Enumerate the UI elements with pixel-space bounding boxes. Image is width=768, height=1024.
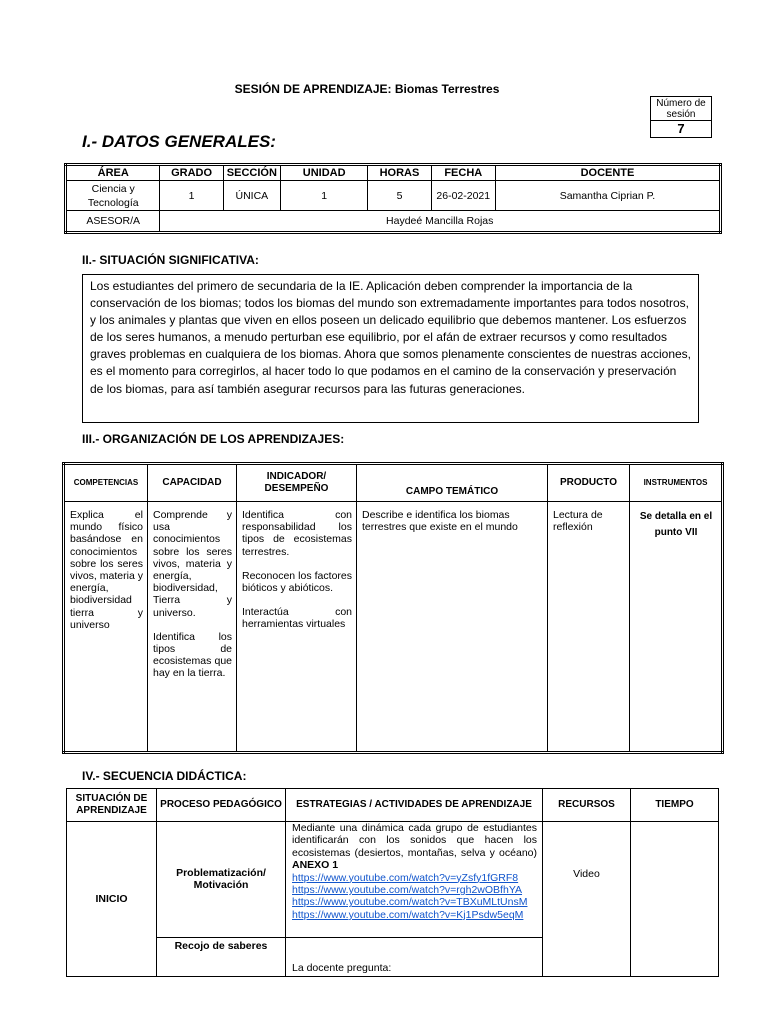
cell-actividad-recojo: La docente pregunta: [286,937,543,976]
capacidad-item: Comprende y usa conocimientos sobre los seres vivos, materia y energía, biodiversidad, Tierra y universo. [153,509,232,619]
table-header-row [66,165,721,181]
col-header-producto: PRODUCTO [548,464,630,502]
section-heading-organizacion: III.- ORGANIZACIÓN DE LOS APRENDIZAJES: [82,432,345,446]
section-heading-secuencia: IV.- SECUENCIA DIDÁCTICA: [82,769,247,783]
section-heading-situacion: II.- SITUACIÓN SIGNIFICATIVA: [82,253,259,267]
section-heading-datos-generales: I.- DATOS GENERALES: [82,132,276,151]
cell-docente: Samantha Ciprian P. [495,181,720,211]
cell-competencia: Explica el mundo físico basándose en conocimientos sobre los seres vivos, materia y energía, biodiversidad tierra y universo [64,502,148,753]
video-link[interactable]: https://www.youtube.com/watch?v=TBXuMLtUnsM [292,896,528,909]
cell-asesor-label: ASESOR/A [66,211,160,233]
indicador-item: Interactúa con herramientas virtuales [242,606,352,631]
cell-campo-tematico: Describe e identifica los biomas terrestres que existe en el mundo [357,502,548,753]
cell-area: Ciencia y Tecnología [66,181,160,211]
cell-proceso-motivacion: Problematización/ Motivación [157,822,286,938]
cell-tiempo [631,822,719,977]
video-link[interactable]: https://www.youtube.com/watch?v=Kj1Psdw5eqM [292,908,524,921]
table-row [66,181,721,211]
cell-asesor-value: Haydeé Mancilla Rojas [160,211,721,233]
col-header-seccion: SECCIÓN [223,165,280,181]
video-link[interactable]: https://www.youtube.com/watch?v=yZsfy1fGRF8 [292,871,519,884]
cell-instrumentos: Se detalla en el punto VII [630,502,723,753]
cell-proceso-recojo: Recojo de saberes [157,937,286,976]
table-header-row [67,789,719,822]
cell-actividad-motivacion [286,822,543,938]
cell-recursos: Video [543,822,631,977]
document-title: SESIÓN DE APRENDIZAJE: Biomas Terrestres [234,82,500,96]
situacion-significativa-text: Los estudiantes del primero de secundaria de la IE. Aplicación deben comprender la importancia de la conservación de los biomas; todos los biomas del mundo son extremadamente importantes para todos nosotros, y los animales y plantas que viven en ellos poseen un delicado equilibrio que debemos mantener. Los esfuerzos de los seres humanos, a menudo perturban ese equilibrio, por el afán de extraer recursos y como resultados graves problemas en cualquiera de los biomas. Ahora que somos plenamente conscientes de nuestras acciones, es el momento para corregirlos, al hacer todo lo que podamos en el camino de la conservación y preservación de los biomas, para así también asegurar recursos para las futuras generaciones. [82,274,699,423]
cell-fecha: 26-02-2021 [431,181,495,211]
session-number-value: 7 [651,120,711,137]
cell-situacion-inicio: INICIO [67,822,157,977]
col-header-campo-tematico: CAMPO TEMÁTICO [357,464,548,502]
col-header-instrumentos: INSTRUMENTOS [630,464,723,502]
table-row [67,822,719,938]
col-header-fecha: FECHA [431,165,495,181]
actividad-text: Mediante una dinámica cada grupo de estudiantes identificarán con los sonidos que hacen los ecosistemas (desiertos, montañas, selva y océano) [292,822,537,859]
datos-generales-table [64,163,722,234]
cell-capacidad [148,502,237,753]
indicador-item: Reconocen los factores bióticos y abióticos. [242,569,352,595]
capacidad-item: Identifica los tipos de ecosistemas que hay en la tierra. [153,630,232,680]
col-header-unidad: UNIDAD [280,165,367,181]
video-link[interactable]: https://www.youtube.com/watch?v=rgh2wOBfhYA [292,884,523,897]
table-row [64,502,723,753]
cell-unidad: 1 [280,181,367,211]
col-header-recursos: RECURSOS [543,789,631,822]
cell-indicador [237,502,357,753]
col-header-horas: HORAS [368,165,431,181]
col-header-area: ÁREA [66,165,160,181]
cell-seccion: ÚNICA [223,181,280,211]
organizacion-table [62,462,724,754]
anexo-label: ANEXO 1 [292,859,339,872]
col-header-proceso: PROCESO PEDAGÓGICO [157,789,286,822]
session-number-label: Número de sesión [656,98,706,120]
col-header-capacidad: CAPACIDAD [148,464,237,502]
cell-producto: Lectura de reflexión [548,502,630,753]
col-header-estrategias: ESTRATEGIAS / ACTIVIDADES DE APRENDIZAJE [286,789,543,822]
cell-grado: 1 [160,181,223,211]
col-header-competencias: COMPETENCIAS [64,464,148,502]
cell-horas: 5 [368,181,431,211]
session-number-box [650,96,712,138]
indicador-item: Identifica con responsabilidad los tipos de ecosistemas terrestres. [242,509,352,558]
col-header-grado: GRADO [160,165,223,181]
table-header-row [64,464,723,502]
col-header-docente: DOCENTE [495,165,720,181]
col-header-situacion: SITUACIÓN DE APRENDIZAJE [67,789,157,822]
col-header-tiempo: TIEMPO [631,789,719,822]
secuencia-didactica-table [66,788,719,977]
col-header-indicador: INDICADOR/ DESEMPEÑO [237,464,357,502]
table-row [66,211,721,233]
